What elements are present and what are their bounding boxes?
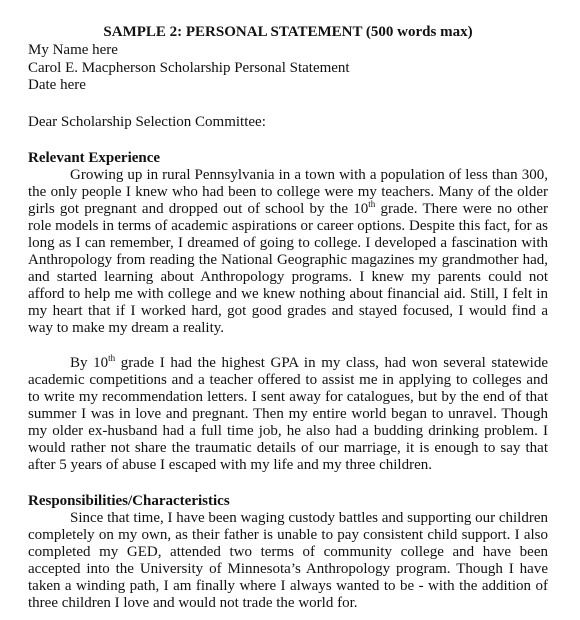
scholarship-line: Carol E. Macpherson Scholarship Personal Statement [28, 59, 350, 76]
superscript-ordinal: th [108, 352, 116, 363]
superscript-ordinal: th [368, 198, 376, 209]
paragraph-responsibilities-1: Since that time, I have been waging custody battles and supporting our children completely on my own, as their father is unable to pay consistent child support. I also completed my GED, attended two terms of community college and have been accepted into the University of Minnesota’s Anthropology program. Though I have taken a winding path, I am finally where I always wanted to be - with the addition of three children I love and would not trade the world for. [28, 509, 548, 611]
salutation: Dear Scholarship Selection Committee: [28, 113, 266, 130]
paragraph-text: grade. There were no other role models in terms of academic aspirations or career options. Despite this fact, for as long as I can remember, I dreamed of going to college. I developed a fascination with Anthropology from reading the National Geographic magazines my grandmother had, and started learning about Anthropology programs. I knew my parents could not afford to help me with college and we knew nothing about financial aid. Still, I felt in my heart that if I worked hard, got good grades and stayed focused, I would find a way to make my dream a reality. [28, 200, 548, 336]
paragraph-relevant-experience-1 [28, 167, 548, 337]
section-heading-relevant-experience: Relevant Experience [28, 149, 161, 166]
author-name-line: My Name here [28, 42, 118, 58]
paragraph-text: grade I had the highest GPA in my class, had won several statewide academic competitions and a teacher offered to assist me in applying to colleges and to write my recommendation letters. I sent away for catalogues, but by the end of that summer I was in love and pregnant. Then my entire world began to unravel. Though my older ex-husband had a full time job, he also had a budding drinking problem. I would rather not share the traumatic details of our marriage, it is enough to say that after 5 years of abuse I escaped with my life and my three children. [28, 354, 548, 473]
paragraph-text: Growing up in rural Pennsylvania in a town with a population of less than 300, the only people I knew who had been to college were my teachers. Many of the older girls got pregnant and dropped out of school by the 10 [28, 166, 548, 217]
section-heading-responsibilities: Responsibilities/Characteristics [28, 492, 230, 509]
paragraph-relevant-experience-2 [28, 352, 548, 474]
paragraph-text: By 10 [70, 354, 109, 371]
date-line: Date here [28, 77, 86, 93]
document-title: SAMPLE 2: PERSONAL STATEMENT (500 words max) [103, 24, 473, 40]
document-page [28, 22, 548, 612]
